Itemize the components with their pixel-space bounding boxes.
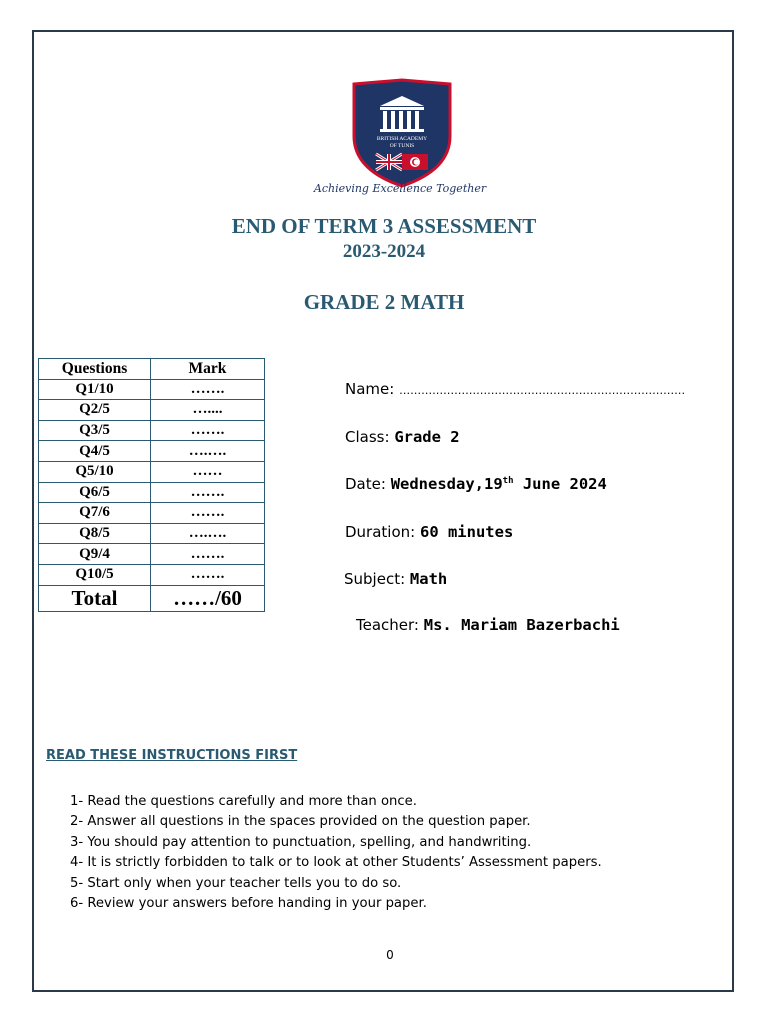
list-item: 2- Answer all questions in the spaces provided on the question paper. <box>70 814 531 830</box>
subject-label: Subject: <box>344 570 406 588</box>
academic-year: 2023-2024 <box>342 241 426 262</box>
grade-subject-title: GRADE 2 MATH <box>303 290 465 314</box>
mark-cell: ……. <box>151 503 265 524</box>
subject-value: Math <box>409 570 448 588</box>
name-label: Name: <box>345 380 395 398</box>
question-cell: Q10/5 <box>39 564 151 585</box>
list-item: 3- You should pay attention to punctuation, spelling, and handwriting. <box>70 834 532 850</box>
question-cell: Q9/4 <box>39 544 151 565</box>
mark-cell: ……. <box>151 379 265 400</box>
table-row <box>39 523 265 544</box>
table-row <box>39 400 265 421</box>
mark-cell: ……. <box>151 544 265 565</box>
mark-cell: ….…. <box>151 523 265 544</box>
table-row <box>39 503 265 524</box>
mark-cell: ….…. <box>151 441 265 462</box>
mark-cell: ……. <box>151 482 265 503</box>
svg-text:BRITISH ACADEMY: BRITISH ACADEMY <box>376 136 428 142</box>
date-value: Wednesday,19th June 2024 <box>390 475 607 493</box>
question-cell: Q5/10 <box>39 461 151 482</box>
question-cell: Q4/5 <box>39 441 151 462</box>
table-row <box>39 441 265 462</box>
mark-header: Mark <box>151 359 265 380</box>
table-row <box>39 482 265 503</box>
mark-cell: ……. <box>151 420 265 441</box>
table-row <box>39 461 265 482</box>
svg-text:OF TUNIS: OF TUNIS <box>389 143 415 149</box>
page-number: 0 <box>386 948 394 962</box>
school-motto: Achieving Excellence Together <box>313 182 487 195</box>
name-field <box>345 380 685 398</box>
date-field <box>345 475 607 493</box>
mark-cell: ……. <box>151 564 265 585</box>
table-row <box>39 420 265 441</box>
duration-value: 60 minutes <box>419 523 514 541</box>
total-value: ……/60 <box>151 585 265 611</box>
total-row <box>39 585 265 611</box>
teacher-field <box>356 616 620 634</box>
school-crest-logo <box>350 78 454 188</box>
subject-field <box>344 570 447 588</box>
table-row <box>39 564 265 585</box>
class-field <box>345 428 460 446</box>
duration-field <box>345 523 513 541</box>
teacher-label: Teacher: <box>356 616 419 634</box>
question-cell: Q6/5 <box>39 482 151 503</box>
name-blank: …………………………………………………………………… <box>399 384 686 397</box>
question-cell: Q3/5 <box>39 420 151 441</box>
list-item: 4- It is strictly forbidden to talk or to look at other Students’ Assessment papers. <box>70 855 602 871</box>
question-cell: Q8/5 <box>39 523 151 544</box>
questions-header: Questions <box>39 359 151 380</box>
list-item: 1- Read the questions carefully and more than once. <box>70 794 417 809</box>
list-item: 5- Start only when your teacher tells you to do so. <box>70 875 402 891</box>
teacher-value: Ms. Mariam Bazerbachi <box>423 616 620 634</box>
list-item: 6- Review your answers before handing in your paper. <box>70 895 427 911</box>
question-cell: Q1/10 <box>39 379 151 400</box>
question-cell: Q7/6 <box>39 503 151 524</box>
instructions-heading: READ THESE INSTRUCTIONS FIRST <box>46 748 298 763</box>
mark-cell: ….... <box>151 400 265 421</box>
marks-table <box>38 358 265 612</box>
table-row <box>39 379 265 400</box>
duration-label: Duration: <box>345 523 416 541</box>
date-label: Date: <box>345 475 386 493</box>
total-label: Total <box>39 585 151 611</box>
question-cell: Q2/5 <box>39 400 151 421</box>
assessment-title: END OF TERM 3 ASSESSMENT <box>231 214 537 238</box>
mark-cell: …… <box>151 461 265 482</box>
class-value: Grade 2 <box>394 428 460 446</box>
instructions-list <box>70 792 602 914</box>
class-label: Class: <box>345 428 390 446</box>
table-row <box>39 544 265 565</box>
